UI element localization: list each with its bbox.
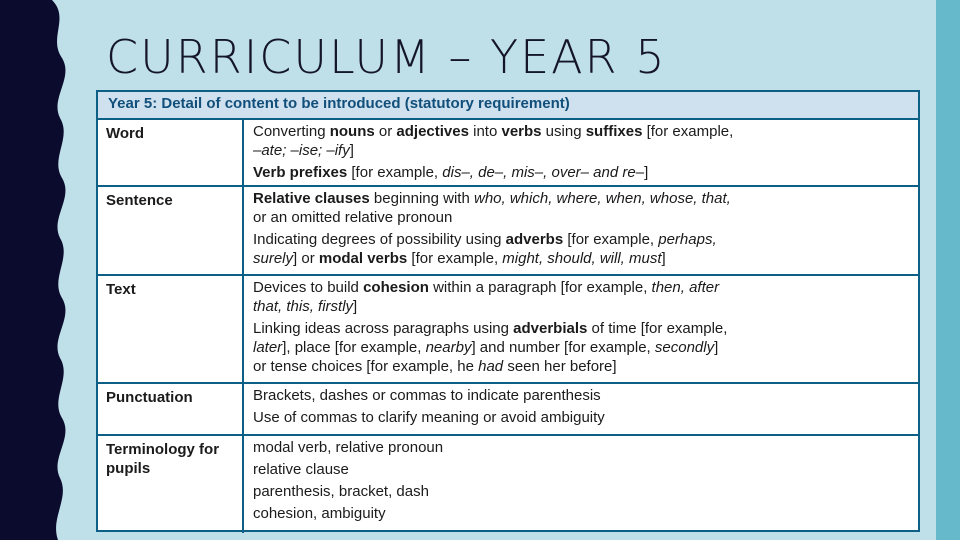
row-category-sentence: Sentence [98,187,244,274]
row-category-word: Word [98,120,244,185]
right-decorative-band [936,0,960,540]
content-line: Devices to build cohesion within a paragraph [for example, then, after [253,279,720,296]
table-row-word [98,120,918,187]
content-line: later], place [for example, nearby] and number [for example, secondly] [253,339,719,356]
table-row-sentence [98,187,918,276]
content-line: Verb prefixes [for example, dis–, de–, mis–, over– and re–] [253,164,649,181]
row-content-punctuation [244,384,918,434]
table-row-punctuation [98,384,918,436]
content-line: relative clause [253,461,349,478]
content-line: cohesion, ambiguity [253,505,386,522]
left-decorative-band [0,0,80,540]
content-line: parenthesis, bracket, dash [253,483,429,500]
content-line: Converting nouns or adjectives into verbs using suffixes [for example, [253,123,734,140]
row-category-punctuation: Punctuation [98,384,244,434]
content-line: or an omitted relative pronoun [253,209,453,226]
table-row-text [98,276,918,384]
row-content-word [244,120,918,185]
row-content-sentence [244,187,918,274]
content-line: Indicating degrees of possibility using adverbs [for example, perhaps, [253,231,717,248]
content-line: –ate; –ise; –ify] [253,142,354,159]
slide-title: CURRICULUM – YEAR 5 [106,30,667,84]
content-line: Brackets, dashes or commas to indicate parenthesis [253,387,601,404]
content-line: or tense choices [for example, he had seen her before] [253,358,617,375]
content-line: that, this, firstly] [253,298,358,315]
content-line: modal verb, relative pronoun [253,439,444,456]
content-line: Linking ideas across paragraphs using adverbials of time [for example, [253,320,728,337]
row-content-terminology [244,436,918,533]
content-line: surely] or modal verbs [for example, might, should, will, must] [253,250,666,267]
table-header: Year 5: Detail of content to be introduced (statutory requirement) [98,92,918,120]
table-row-terminology [98,436,918,533]
curriculum-table [96,90,920,532]
row-category-terminology: Terminology for pupils [98,436,244,533]
row-content-text [244,276,918,382]
content-line: Relative clauses beginning with who, which, where, when, whose, that, [253,190,731,207]
row-category-text: Text [98,276,244,382]
content-line: Use of commas to clarify meaning or avoid ambiguity [253,409,605,426]
